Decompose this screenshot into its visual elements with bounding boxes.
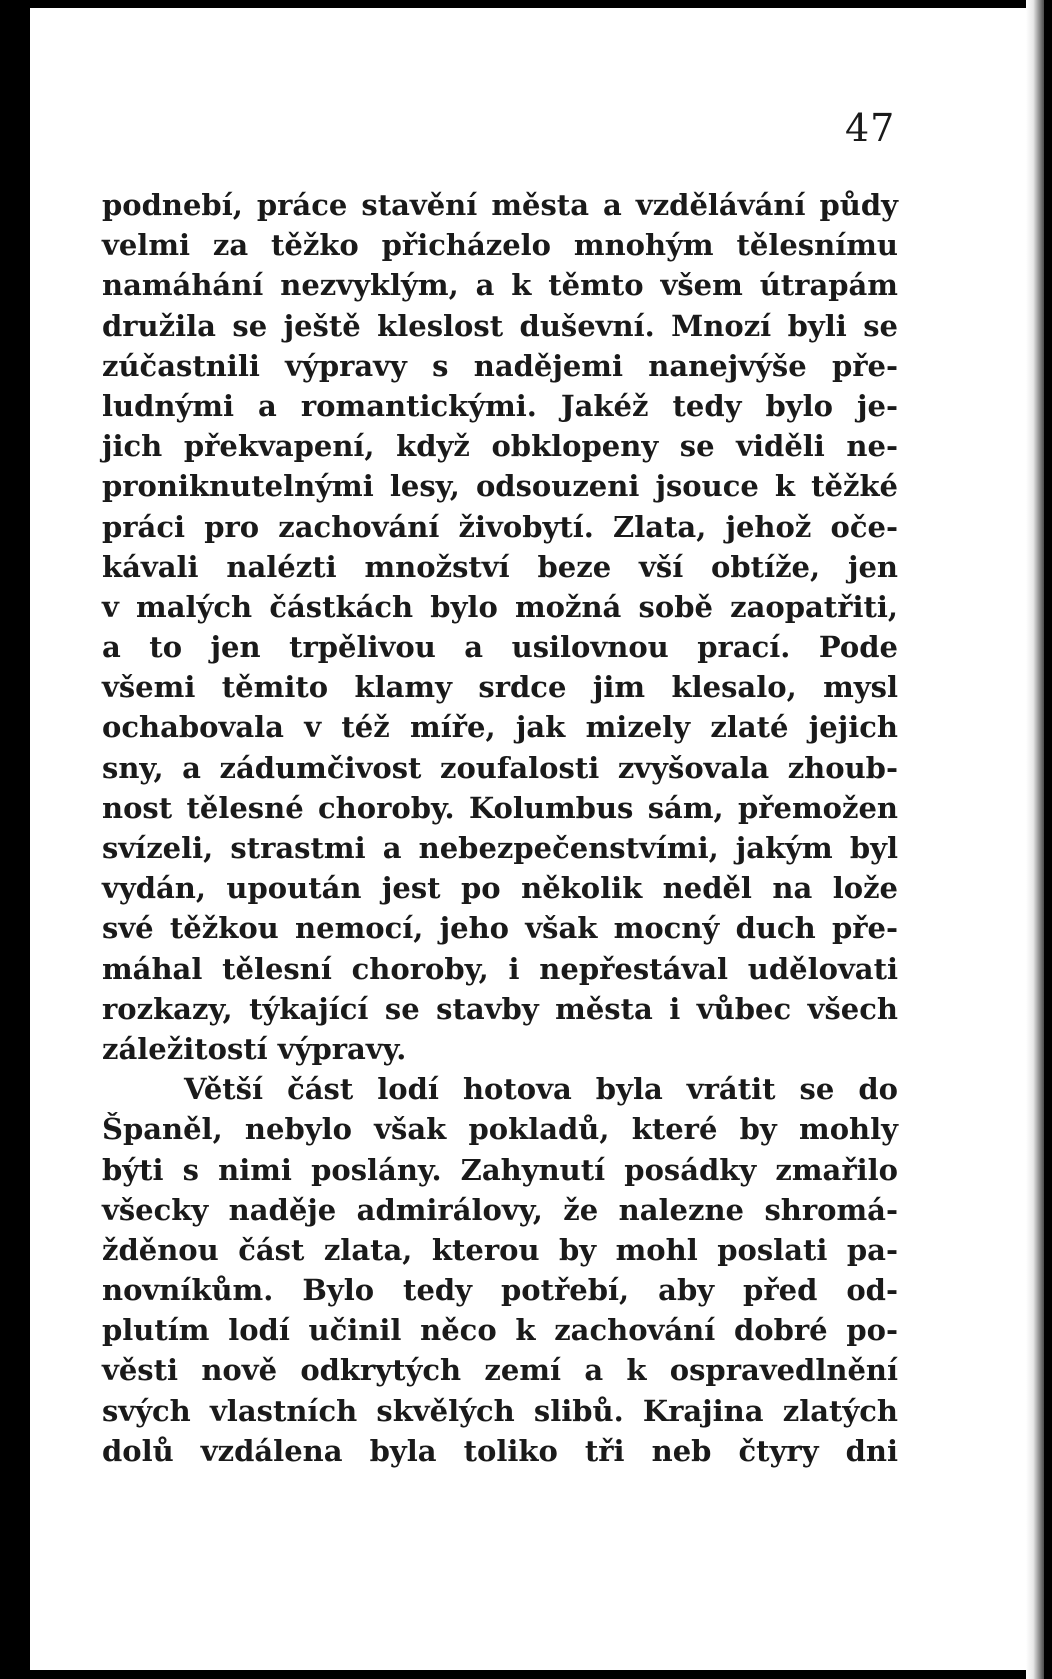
text-line: ludnými a romantickými. Jakéž tedy bylo je- (102, 388, 898, 423)
text-line: a to jen trpělivou a usilovnou prací. Pode (102, 630, 898, 665)
text-line: ochabovala v též míře, jak mizely zlaté jejich (102, 710, 898, 745)
text-line-paragraph-start: Větší část lodí hotova byla vrátit se do (184, 1072, 898, 1107)
text-line: rozkazy, týkající se stavby města i vůbec všech (102, 991, 898, 1026)
text-line: družila se ještě kleslost duševní. Mnozí byli se (102, 308, 898, 343)
text-line: máhal tělesní choroby, i nepřestával udělovati (102, 951, 898, 986)
text-line: v malých částkách bylo možná sobě zaopatřiti, (102, 589, 898, 624)
text-line: Španěl, nebylo však pokladů, které by mohly (102, 1112, 898, 1147)
text-line: plutím lodí učinil něco k zachování dobré po- (102, 1313, 898, 1348)
text-line: dolů vzdálena byla toliko tři neb čtyry dni (102, 1433, 898, 1468)
text-line: podnebí, práce stavění města a vzdělávání půdy (102, 188, 898, 222)
body-text (102, 185, 898, 1471)
text-line: žděnou část zlata, kterou by mohl poslati pa- (102, 1232, 898, 1267)
text-line-paragraph-end: záležitostí výpravy. (102, 1031, 407, 1066)
text-line: svízeli, strastmi a nebezpečenstvími, jakým byl (102, 831, 898, 865)
text-line: sny, a zádumčivost zoufalosti zvyšovala zhoub- (102, 750, 898, 785)
text-line: své těžkou nemocí, jeho však mocný duch pře- (102, 911, 898, 946)
page-number: 47 (845, 106, 896, 150)
text-line: všemi těmito klamy srdce jim klesalo, mysl (102, 670, 898, 705)
text-line: novníkům. Bylo tedy potřebí, aby před od- (102, 1273, 898, 1308)
text-line: práci pro zachování živobytí. Zlata, jehož oče- (102, 509, 898, 544)
text-line: jich překvapení, když obklopeny se viděli ne- (102, 429, 898, 464)
text-line: namáhání nezvyklým, a k těmto všem útrapám (102, 268, 898, 303)
text-line: vydán, upoután jest po několik neděl na lože (102, 871, 898, 906)
page-edge-shadow (1026, 0, 1044, 1679)
text-line: proniknutelnými lesy, odsouzeni jsouce k těžké (102, 469, 898, 504)
text-line: svých vlastních skvělých slibů. Krajina zlatých (102, 1393, 898, 1428)
text-line: všecky naděje admirálovy, že nalezne shromá- (102, 1192, 898, 1227)
text-line: nost tělesné choroby. Kolumbus sám, přemožen (102, 790, 898, 825)
text-line: zúčastnili výpravy s nadějemi nanejvýše pře- (102, 348, 898, 383)
text-line: kávali nalézti množství beze vší obtíže, jen (102, 549, 898, 584)
text-line: velmi za těžko přicházelo mnohým tělesnímu (102, 228, 898, 263)
text-line: věsti nově odkrytých zemí a k ospravedlnění (102, 1353, 898, 1388)
text-line: býti s nimi poslány. Zahynutí posádky zmařilo (102, 1152, 898, 1187)
